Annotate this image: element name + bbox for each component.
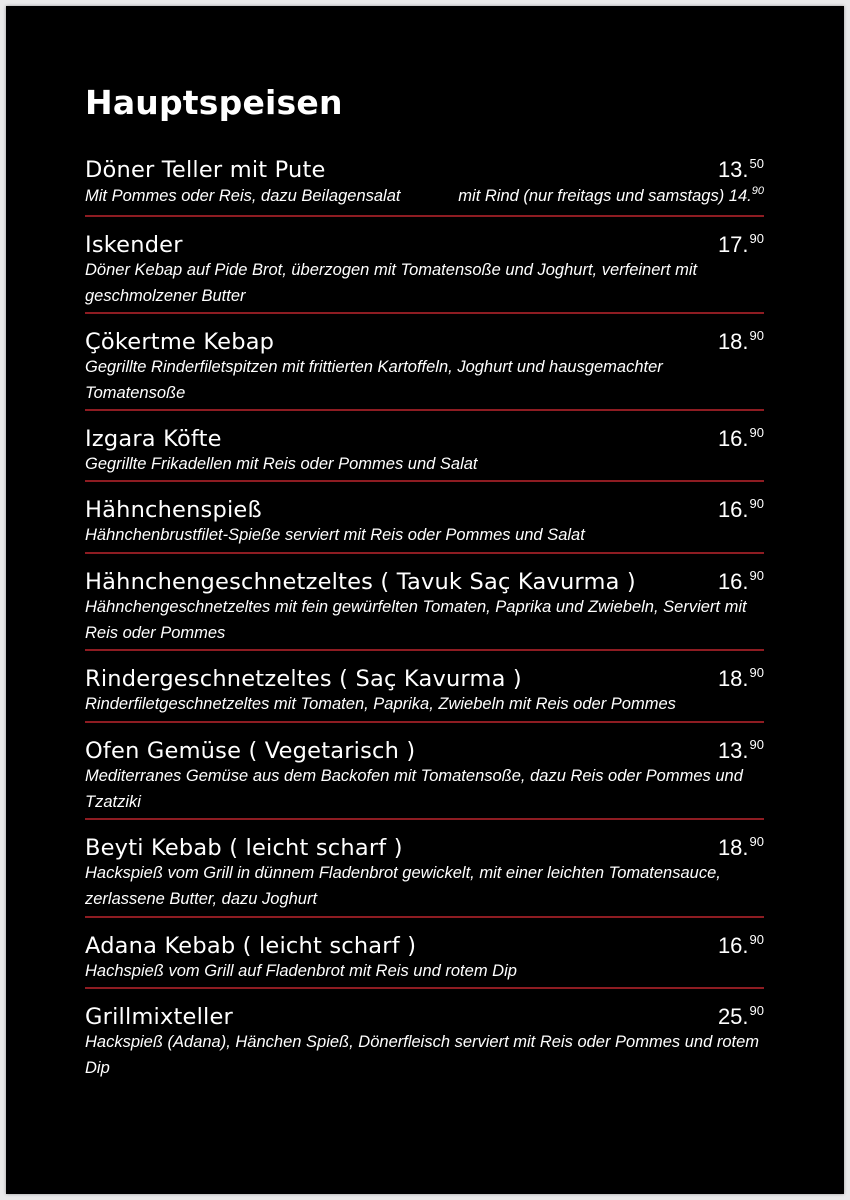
item-price: 17.90 [717, 231, 764, 257]
item-name: Izgara Köfte [85, 426, 222, 452]
item-name: Döner Teller mit Pute [85, 157, 326, 183]
menu-item-haehnchenspiess [85, 482, 764, 554]
item-price: 16.90 [717, 932, 764, 958]
item-price: 13.90 [717, 737, 764, 763]
menu-item-doener-teller [85, 142, 764, 217]
item-description: Mit Pommes oder Reis, dazu Beilagensalat [85, 187, 401, 205]
item-price: 25.90 [717, 1003, 764, 1029]
item-name: Hähnchengeschnetzeltes ( Tavuk Saç Kavurma ) [85, 569, 636, 595]
item-name: Hähnchenspieß [85, 497, 262, 523]
menu-item-beyti-kebab [85, 820, 764, 918]
item-name: Iskender [85, 232, 183, 258]
item-extra-option: mit Rind (nur freitags und samstags) 14.90 [458, 185, 764, 205]
item-price: 16.90 [717, 425, 764, 451]
menu-item-ofen-gemuese [85, 723, 764, 820]
menu-item-grillmixteller [85, 989, 764, 1086]
item-name: Grillmixteller [85, 1004, 233, 1030]
item-description: Hähnchengeschnetzeltes mit fein gewürfelten Tomaten, Paprika und Zwiebeln, Serviert mit Reis oder Pommes [85, 598, 747, 642]
item-name: Çökertme Kebap [85, 329, 275, 355]
menu-items-list [85, 142, 764, 1086]
menu-item-iskender [85, 217, 764, 314]
item-description: Hähnchenbrustfilet-Spieße serviert mit Reis oder Pommes und Salat [85, 526, 585, 544]
menu-item-adana-kebab [85, 918, 764, 989]
item-name: Beyti Kebab ( leicht scharf ) [85, 835, 403, 861]
item-description: Döner Kebap auf Pide Brot, überzogen mit Tomatensoße und Joghurt, verfeinert mit geschmolzener Butter [85, 261, 698, 305]
menu-item-coekertme [85, 314, 764, 411]
item-description: Gegrillte Frikadellen mit Reis oder Pommes und Salat [85, 455, 478, 473]
item-name: Ofen Gemüse ( Vegetarisch ) [85, 738, 416, 764]
item-description: Gegrillte Rinderfiletspitzen mit frittierten Kartoffeln, Joghurt und hausgemachter Tomatensoße [85, 358, 663, 402]
menu-item-sac-kavurma [85, 651, 764, 723]
item-description: Hackspieß (Adana), Hänchen Spieß, Dönerfleisch serviert mit Reis oder Pommes und rotem Dip [85, 1033, 760, 1077]
item-name: Rindergeschnetzeltes ( Saç Kavurma ) [85, 666, 522, 692]
item-description: Mediterranes Gemüse aus dem Backofen mit Tomatensoße, dazu Reis oder Pommes und Tzatziki [85, 767, 743, 811]
item-price: 16.90 [717, 568, 764, 594]
menu-item-izgara-koefte [85, 411, 764, 482]
item-price: 13.50 [717, 156, 764, 182]
item-description: Rinderfiletgeschnetzeltes mit Tomaten, Paprika, Zwiebeln mit Reis oder Pommes [85, 695, 676, 713]
item-price: 18.90 [717, 328, 764, 354]
page-title: Hauptspeisen [85, 83, 343, 122]
item-description: Hackspieß vom Grill in dünnem Fladenbrot gewickelt, mit einer leichten Tomatensauce, zerlassene Butter, dazu Joghurt [85, 864, 721, 908]
item-price: 18.90 [717, 665, 764, 691]
menu-item-tavuk-sac-kavurma [85, 554, 764, 651]
item-price: 18.90 [717, 834, 764, 860]
item-price: 16.90 [717, 496, 764, 522]
menu-page [6, 6, 844, 1194]
item-name: Adana Kebab ( leicht scharf ) [85, 933, 417, 959]
item-description: Hachspieß vom Grill auf Fladenbrot mit Reis und rotem Dip [85, 962, 517, 980]
